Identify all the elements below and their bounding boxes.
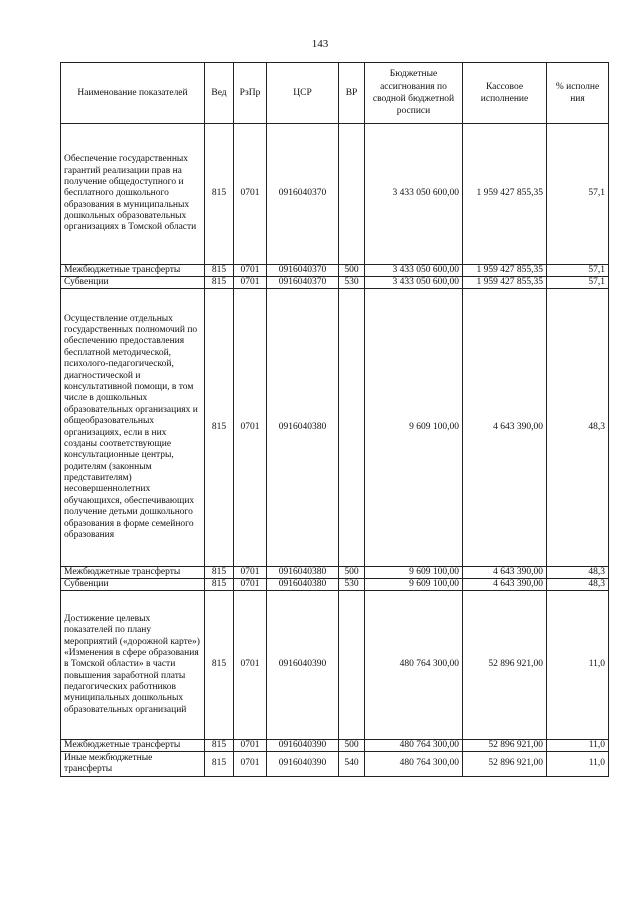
row-rzpr: 0701 xyxy=(234,124,267,265)
table-row xyxy=(61,265,609,277)
row-ved: 815 xyxy=(205,277,234,289)
row-rzpr: 0701 xyxy=(234,289,267,567)
row-budget: 9 609 100,00 xyxy=(365,567,463,579)
row-ved: 815 xyxy=(205,752,234,777)
row-budget: 9 609 100,00 xyxy=(365,289,463,567)
row-ved: 815 xyxy=(205,567,234,579)
row-kass: 4 643 390,00 xyxy=(463,567,547,579)
row-vr xyxy=(339,289,365,567)
row-budget: 9 609 100,00 xyxy=(365,579,463,591)
header-pct: % исполне ния xyxy=(547,63,609,124)
table-row xyxy=(61,579,609,591)
budget-execution-table xyxy=(60,62,609,777)
row-rzpr: 0701 xyxy=(234,752,267,777)
row-vr: 500 xyxy=(339,567,365,579)
header-budget: Бюджетные ассигнования по сводной бюджетной росписи xyxy=(365,63,463,124)
row-name: Обеспечение государственных гарантий реализации прав на получение общедоступного и бесплатного дошкольного образования в муниципальных дошкольных образовательных организациях в Томской области xyxy=(61,124,205,265)
row-pct: 11,0 xyxy=(547,591,609,740)
row-budget: 3 433 050 600,00 xyxy=(365,124,463,265)
row-rzpr: 0701 xyxy=(234,265,267,277)
header-kass: Кассовое исполнение xyxy=(463,63,547,124)
row-ved: 815 xyxy=(205,289,234,567)
row-name: Иные межбюджетные трансферты xyxy=(61,752,205,777)
row-ved: 815 xyxy=(205,265,234,277)
row-csr: 0916040390 xyxy=(267,752,339,777)
header-csr: ЦСР xyxy=(267,63,339,124)
row-kass: 4 643 390,00 xyxy=(463,289,547,567)
row-vr: 540 xyxy=(339,752,365,777)
header-vr: ВР xyxy=(339,63,365,124)
row-kass: 4 643 390,00 xyxy=(463,579,547,591)
row-rzpr: 0701 xyxy=(234,579,267,591)
row-pct: 48,3 xyxy=(547,289,609,567)
row-name: Межбюджетные трансферты xyxy=(61,265,205,277)
row-budget: 480 764 300,00 xyxy=(365,752,463,777)
row-ved: 815 xyxy=(205,740,234,752)
table-row xyxy=(61,277,609,289)
row-vr xyxy=(339,591,365,740)
row-kass: 1 959 427 855,35 xyxy=(463,277,547,289)
row-ved: 815 xyxy=(205,124,234,265)
header-name: Наименование показателей xyxy=(61,63,205,124)
row-csr: 0916040370 xyxy=(267,277,339,289)
row-vr: 500 xyxy=(339,265,365,277)
row-budget: 480 764 300,00 xyxy=(365,740,463,752)
row-vr: 530 xyxy=(339,277,365,289)
row-budget: 3 433 050 600,00 xyxy=(365,265,463,277)
row-name: Субвенции xyxy=(61,579,205,591)
row-pct: 48,3 xyxy=(547,567,609,579)
row-csr: 0916040390 xyxy=(267,740,339,752)
table-row xyxy=(61,289,609,567)
row-csr: 0916040390 xyxy=(267,591,339,740)
table-row xyxy=(61,740,609,752)
row-name: Достижение целевых показателей по плану мероприятий («дорожной карте») «Изменения в сфере образования в Томской области» в части повышения заработной платы педагогических работников муниципальных дошкольных образовательных организаций xyxy=(61,591,205,740)
row-vr xyxy=(339,124,365,265)
row-kass: 52 896 921,00 xyxy=(463,740,547,752)
row-ved: 815 xyxy=(205,591,234,740)
header-rzpr: РзПр xyxy=(234,63,267,124)
row-csr: 0916040380 xyxy=(267,579,339,591)
row-rzpr: 0701 xyxy=(234,277,267,289)
table-row xyxy=(61,591,609,740)
row-pct: 57,1 xyxy=(547,124,609,265)
row-csr: 0916040370 xyxy=(267,124,339,265)
row-kass: 1 959 427 855,35 xyxy=(463,265,547,277)
row-rzpr: 0701 xyxy=(234,591,267,740)
row-csr: 0916040370 xyxy=(267,265,339,277)
table-row xyxy=(61,124,609,265)
row-kass: 1 959 427 855,35 xyxy=(463,124,547,265)
table-header-row xyxy=(61,63,609,124)
row-budget: 480 764 300,00 xyxy=(365,591,463,740)
row-pct: 11,0 xyxy=(547,752,609,777)
row-pct: 57,1 xyxy=(547,265,609,277)
row-vr: 500 xyxy=(339,740,365,752)
row-vr: 530 xyxy=(339,579,365,591)
page-number: 143 xyxy=(311,38,329,50)
row-ved: 815 xyxy=(205,579,234,591)
row-rzpr: 0701 xyxy=(234,740,267,752)
row-kass: 52 896 921,00 xyxy=(463,752,547,777)
row-name: Межбюджетные трансферты xyxy=(61,567,205,579)
row-name: Межбюджетные трансферты xyxy=(61,740,205,752)
row-pct: 57,1 xyxy=(547,277,609,289)
row-kass: 52 896 921,00 xyxy=(463,591,547,740)
table-row xyxy=(61,752,609,777)
row-pct: 11,0 xyxy=(547,740,609,752)
row-name: Субвенции xyxy=(61,277,205,289)
header-ved: Вед xyxy=(205,63,234,124)
row-budget: 3 433 050 600,00 xyxy=(365,277,463,289)
row-csr: 0916040380 xyxy=(267,567,339,579)
row-rzpr: 0701 xyxy=(234,567,267,579)
table-row xyxy=(61,567,609,579)
row-name: Осуществление отдельных государственных полномочий по обеспечению предоставления бесплатной методической, психолого-педагогической, диагностической и консультативной помощи, в том числе в дошкольных образовательных организациях и общеобразовательных организациях, если в них созданы соответствующие консультационные центры, родителям (законным представителям) несовершеннолетних обучающихся, обеспечивающих получение детьми дошкольного образования в форме семейного образования xyxy=(61,289,205,567)
row-pct: 48,3 xyxy=(547,579,609,591)
row-csr: 0916040380 xyxy=(267,289,339,567)
